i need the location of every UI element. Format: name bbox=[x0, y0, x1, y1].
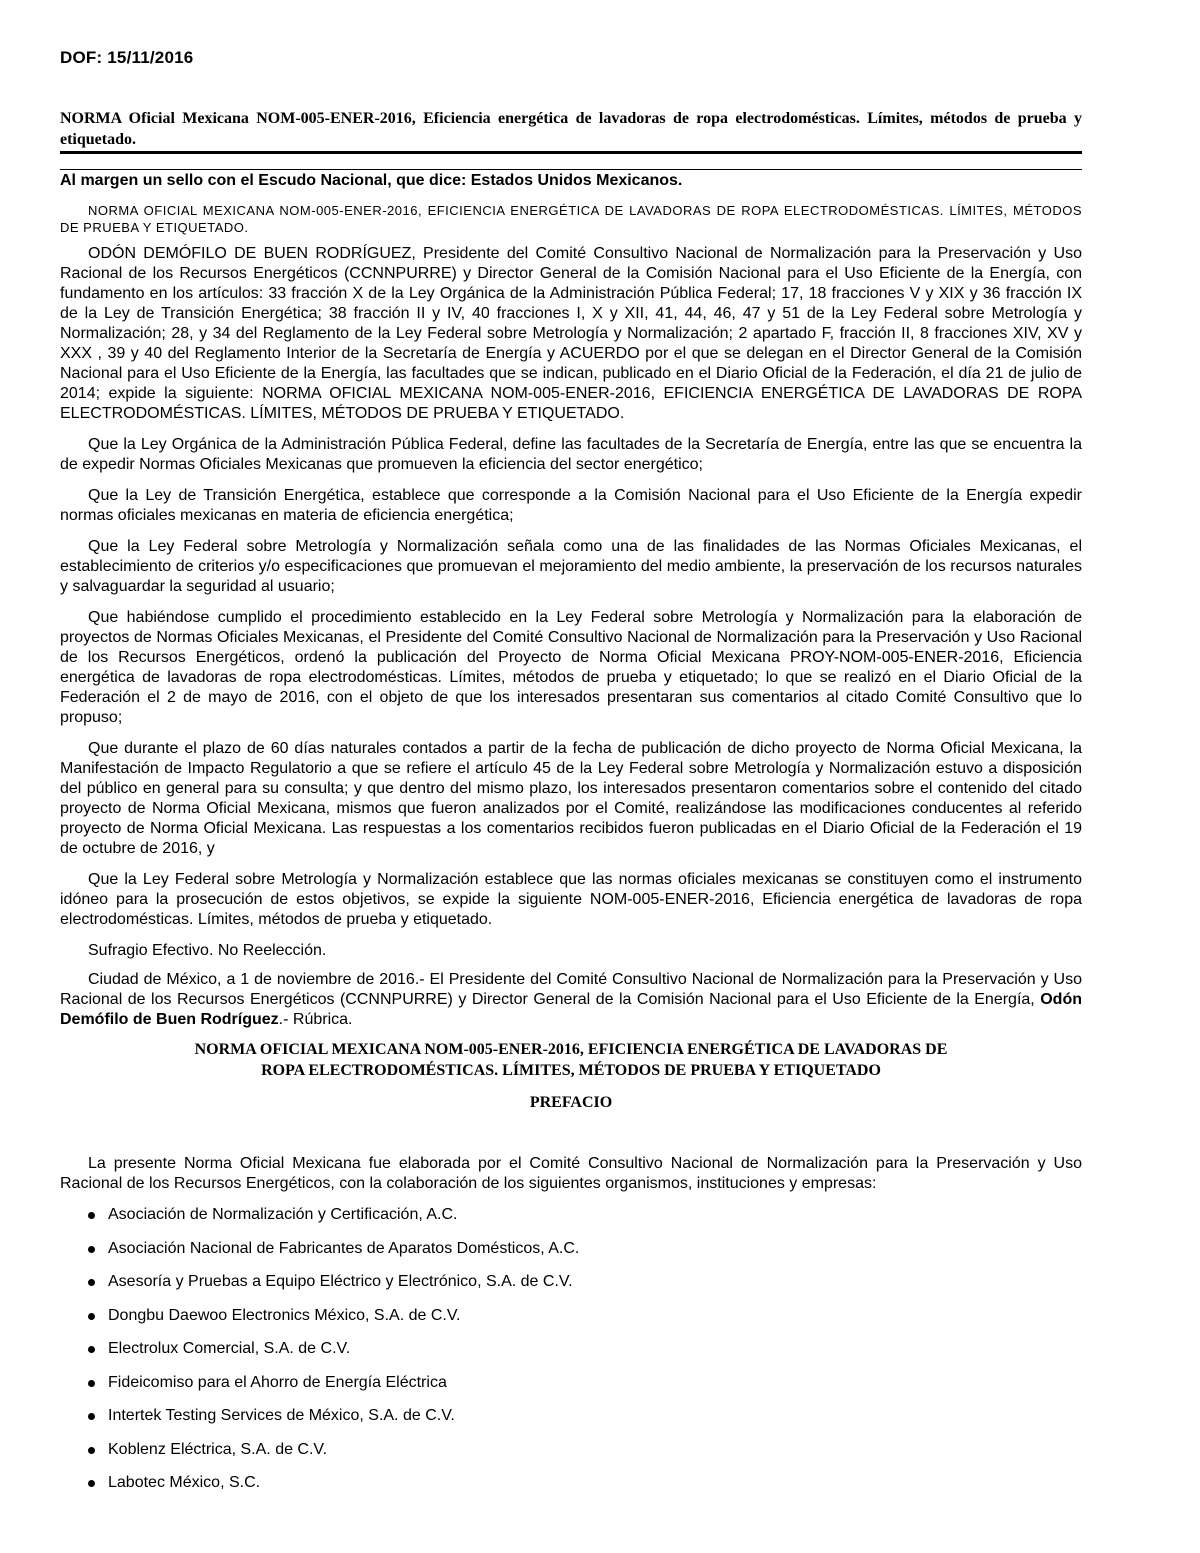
margin-note: Al margen un sello con el Escudo Nacional, que dice: Estados Unidos Mexicanos. bbox=[60, 172, 683, 189]
title-rule-thin bbox=[60, 169, 1082, 170]
bullet-icon bbox=[88, 1246, 95, 1253]
signature-text: Ciudad de México, a 1 de noviembre de 2016.- El Presidente del Comité Consultivo Nacional de Normalización para la Preservación y Uso Racional de los Recursos Energéticos (CCNNPURRE) y Director General de la Comisión Nacional para el Uso Eficiente de la Energía, bbox=[60, 971, 1082, 1008]
prefacio-heading: PREFACIO bbox=[529, 1094, 613, 1111]
bullet-icon bbox=[88, 1212, 95, 1219]
paragraph-considerando-5: Que durante el plazo de 60 días naturales contados a partir de la fecha de publicación de dicho proyecto de Norma Oficial Mexicana, la Manifestación de Impacto Regulatorio a que se refiere el artículo 45 de la Ley Federal sobre Metrología y Normalización estuvo a disposición del público en general para su consulta; y que dentro del mismo plazo, los interesados presentaron comentarios sobre el contenido del citado proyecto de Norma Oficial Mexicana, mismos que fueron analizados por el Comité, realizándose las modificaciones conducentes al referido proyecto de Norma Oficial Mexicana. Las respuestas a los comentarios recibidos fueron publicadas en el Diario Oficial de la Federación el 19 de octubre de 2016, y bbox=[60, 740, 1082, 857]
paragraph-considerando-4: Que habiéndose cumplido el procedimiento establecido en la Ley Federal sobre Metrología y Normalización para la elaboración de proyectos de Normas Oficiales Mexicanas, el Presidente del Comité Consultivo Nacional de Normalización para la Preservación y Uso Racional de los Recursos Energéticos, ordenó la publicación del Proyecto de Norma Oficial Mexicana PROY-NOM-005-ENER-2016, Eficiencia energética de lavadoras de ropa electrodomésticas. Límites, métodos de prueba y etiquetado; lo que se realizó en el Diario Oficial de la Federación el 2 de mayo de 2016, con el objeto de que los interesados presentaran sus comentarios al citado Comité Consultivo que lo propuso; bbox=[60, 609, 1082, 726]
list-item bbox=[60, 1339, 1082, 1373]
organization-name: Dongbu Daewoo Electronics México, S.A. de C.V. bbox=[108, 1306, 461, 1324]
organization-name: Asociación de Normalización y Certificación, A.C. bbox=[108, 1206, 458, 1223]
bullet-icon bbox=[88, 1279, 95, 1286]
organization-name: Electrolux Comercial, S.A. de C.V. bbox=[108, 1340, 351, 1357]
title-rule-thick bbox=[60, 151, 1082, 154]
bullet-icon bbox=[88, 1313, 95, 1320]
document-body bbox=[60, 202, 1082, 1507]
norma-title-line-2: ROPA ELECTRODOMÉSTICAS. LÍMITES, MÉTODOS DE PRUEBA Y ETIQUETADO bbox=[261, 1062, 881, 1079]
paragraph-preamble: ODÓN DEMÓFILO DE BUEN RODRÍGUEZ, Presidente del Comité Consultivo Nacional de Normalización para la Preservación y Uso Racional de los Recursos Energéticos (CCNNPURRE) y Director General de la Comisión Nacional para el Uso Eficiente de la Energía, con fundamento en los artículos: 33 fracción X de la Ley Orgánica de la Administración Pública Federal; 17, 18 fracciones V y XIX y 36 fracción IX de la Ley de Transición Energética; 38 fracción II y IV, 40 fracciones I, X y XII, 41, 44, 46, 47 y 51 de la Ley Federal sobre Metrología y Normalización; 28, y 34 del Reglamento de la Ley Federal sobre Metrología y Normalización; 2 apartado F, fracción II, 8 fracciones XIV, XV y XXX , 39 y 40 del Reglamento Interior de la Secretaría de Energía y ACUERDO por el que se delegan en el Director General de la Comisión Nacional para el Uso Eficiente de la Energía, las facultades que se indican, publicado en el Diario Oficial de la Federación, el día 21 de julio de 2014; expide la siguiente: NORMA OFICIAL MEXICANA NOM-005-ENER-2016, EFICIENCIA ENERGÉTICA DE LAVADORAS DE ROPA ELECTRODOMÉSTICAS. LÍMITES, MÉTODOS DE PRUEBA Y ETIQUETADO. bbox=[60, 245, 1082, 422]
document-title: NORMA Oficial Mexicana NOM-005-ENER-2016, Eficiencia energética de lavadoras de ropa electrodomésticas. Límites, métodos de prueba y etiquetado. bbox=[60, 110, 1082, 148]
organization-name: Fideicomiso para el Ahorro de Energía Eléctrica bbox=[108, 1373, 447, 1391]
paragraph-considerando-3: Que la Ley Federal sobre Metrología y Normalización señala como una de las finalidades de las Normas Oficiales Mexicanas, el establecimiento de criterios y/o especificaciones que promuevan el mejoramiento del medio ambiente, la preservación de los recursos naturales y salvaguardar la seguridad al usuario; bbox=[60, 538, 1082, 595]
paragraph-considerando-6: Que la Ley Federal sobre Metrología y Normalización establece que las normas oficiales mexicanas se constituyen como el instrumento idóneo para la prosecución de estos objetivos, se expide la siguiente NOM-005-ENER-2016, Eficiencia energética de lavadoras de ropa electrodomésticas. Límites, métodos de prueba y etiquetado. bbox=[60, 871, 1082, 928]
list-item bbox=[60, 1239, 1082, 1273]
bullet-icon bbox=[88, 1346, 95, 1353]
organization-name: Asociación Nacional de Fabricantes de Aparatos Domésticos, A.C. bbox=[108, 1239, 580, 1257]
bullet-icon bbox=[88, 1447, 95, 1454]
signature-rubrica: .- Rúbrica. bbox=[278, 1011, 353, 1028]
paragraph-considerando-1: Que la Ley Orgánica de la Administración Pública Federal, define las facultades de la Secretaría de Energía, entre las que se encuentra la de expedir Normas Oficiales Mexicanas que promueven la eficiencia del sector energético; bbox=[60, 436, 1082, 473]
list-item bbox=[60, 1473, 1082, 1507]
organization-name: Koblenz Eléctrica, S.A. de C.V. bbox=[108, 1440, 328, 1458]
organization-name: Intertek Testing Services de México, S.A. de C.V. bbox=[108, 1407, 455, 1424]
norma-title-line-1: NORMA OFICIAL MEXICANA NOM-005-ENER-2016, EFICIENCIA ENERGÉTICA DE LAVADORAS DE bbox=[194, 1041, 948, 1058]
organization-name: Asesoría y Pruebas a Equipo Eléctrico y Electrónico, S.A. de C.V. bbox=[108, 1273, 573, 1290]
list-item bbox=[60, 1373, 1082, 1407]
prefacio-paragraph: La presente Norma Oficial Mexicana fue elaborada por el Comité Consultivo Nacional de Normalización para la Preservación y Uso Racional de los Recursos Energéticos, con la colaboración de los siguientes organismos, instituciones y empresas: bbox=[60, 1155, 1082, 1192]
paragraph-signature bbox=[60, 970, 1082, 1030]
bullet-icon bbox=[88, 1413, 95, 1420]
signer-name: Odón Demófilo de Buen Rodríguez bbox=[60, 991, 1082, 1028]
list-item bbox=[60, 1306, 1082, 1340]
dof-date: DOF: 15/11/2016 bbox=[60, 48, 194, 67]
paragraph-sufragio: Sufragio Efectivo. No Reelección. bbox=[88, 942, 327, 959]
list-item bbox=[60, 1272, 1082, 1306]
caps-heading: NORMA OFICIAL MEXICANA NOM-005-ENER-2016, EFICIENCIA ENERGÉTICA DE LAVADORAS DE ROPA ELECTRODOMÉSTICAS. LÍMITES, MÉTODOS DE PRUEBA Y ETIQUETADO. bbox=[60, 203, 1082, 235]
paragraph-considerando-2: Que la Ley de Transición Energética, establece que corresponde a la Comisión Nacional para el Uso Eficiente de la Energía expedir normas oficiales mexicanas en materia de eficiencia energética; bbox=[60, 487, 1082, 524]
organizations-list bbox=[60, 1205, 1082, 1507]
list-item bbox=[60, 1406, 1082, 1440]
organization-name: Labotec México, S.C. bbox=[108, 1474, 261, 1491]
list-item bbox=[60, 1205, 1082, 1239]
bullet-icon bbox=[88, 1380, 95, 1387]
norma-title bbox=[60, 1039, 1082, 1081]
bullet-icon bbox=[88, 1480, 95, 1487]
list-item bbox=[60, 1440, 1082, 1474]
